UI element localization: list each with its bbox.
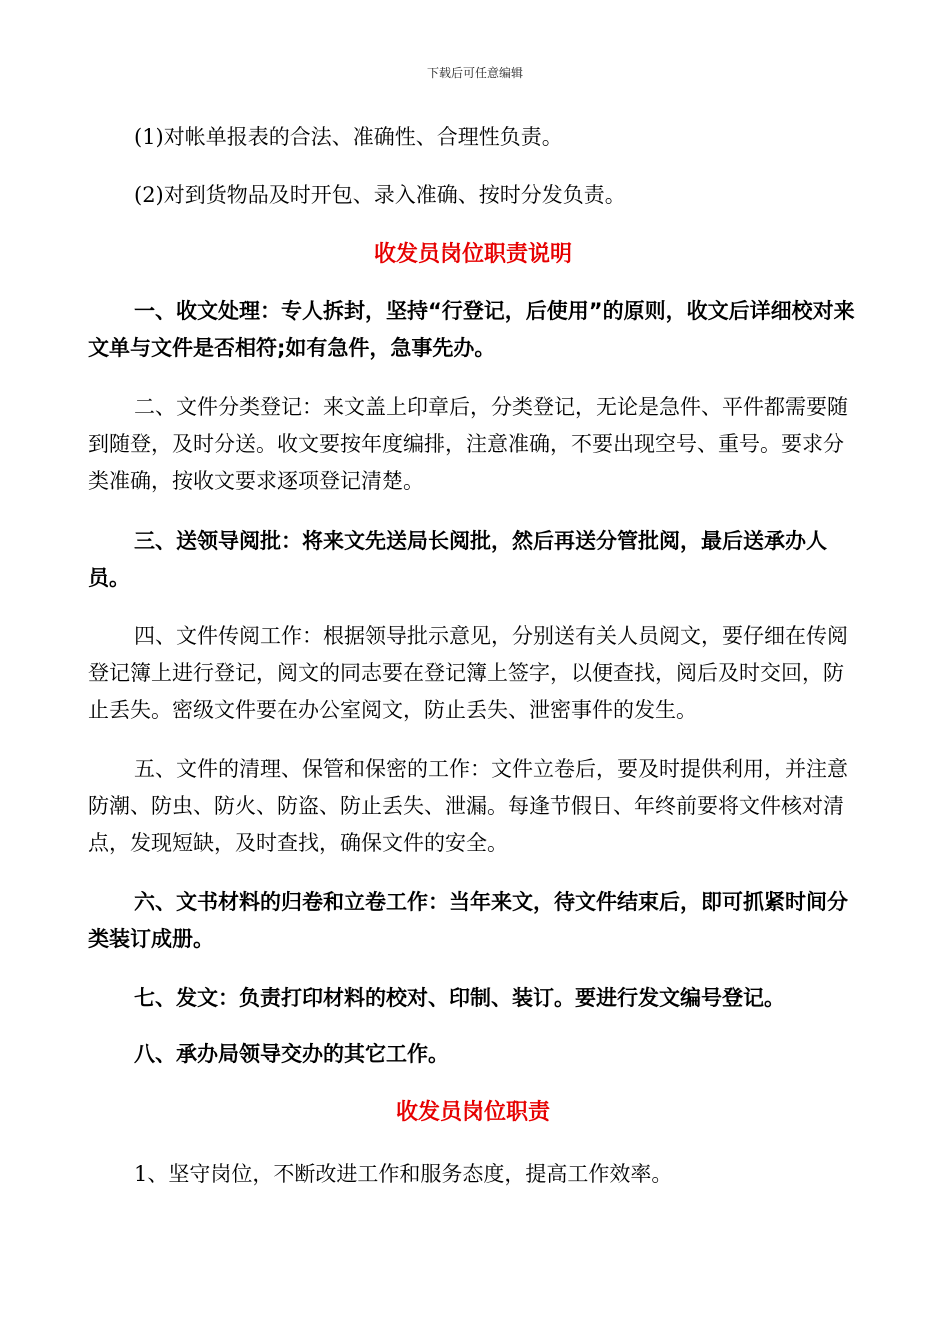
section-item-4: 四、文件传阅工作：根据领导批示意见，分别送有关人员阅文，要仔细在传阅登记簿上进行登记，阅文的同志要在登记簿上签字，以便查找，阅后及时交回，防止丢失。密级文件要在办公室阅文，防止丢失、泄密事件的发生。 [88, 624, 848, 722]
section-heading-2: 收发员岗位职责 [395, 1100, 550, 1125]
section-item-7: 七、发文：负责打印材料的校对、印制、装订。要进行发文编号登记。 [134, 986, 785, 1010]
responsibility-item-1: 1、坚守岗位，不断改进工作和服务态度，提高工作效率。 [134, 1162, 673, 1186]
section-item-3: 三、送领导阅批：将来文先送局长阅批，然后再送分管批阅，最后送承办人员。 [88, 529, 827, 590]
section-item-2: 二、文件分类登记：来文盖上印章后，分类登记，无论是急件、平件都需要随到随登，及时分送。收文要按年度编排，注意准确，不要出现空号、重号。要求分类准确，按收文要求逐项登记清楚。 [88, 395, 848, 493]
section-item-6: 六、文书材料的归卷和立卷工作：当年来文，待文件结束后，即可抓紧时间分类装订成册。 [88, 890, 848, 951]
paragraph-1: (1)对帐单报表的合法、准确性、合理性负责。 [134, 125, 563, 149]
section-item-8: 八、承办局领导交办的其它工作。 [134, 1042, 449, 1066]
section-heading-1: 收发员岗位职责说明 [373, 242, 572, 267]
paragraph-2: (2)对到货物品及时开包、录入准确、按时分发负责。 [134, 183, 626, 207]
section-item-1: 一、收文处理：专人拆封，坚持“行登记，后使用”的原则，收文后详细校对来文单与文件是否相符;如有急件，急事先办。 [88, 299, 855, 360]
section-item-5: 五、文件的清理、保管和保密的工作：文件立卷后，要及时提供利用，并注意防潮、防虫、防火、防盗、防止丢失、泄漏。每逢节假日、年终前要将文件核对清点，发现短缺，及时查找，确保文件的安全。 [88, 757, 848, 855]
page-header-note: 下载后可任意编辑 [426, 66, 523, 80]
